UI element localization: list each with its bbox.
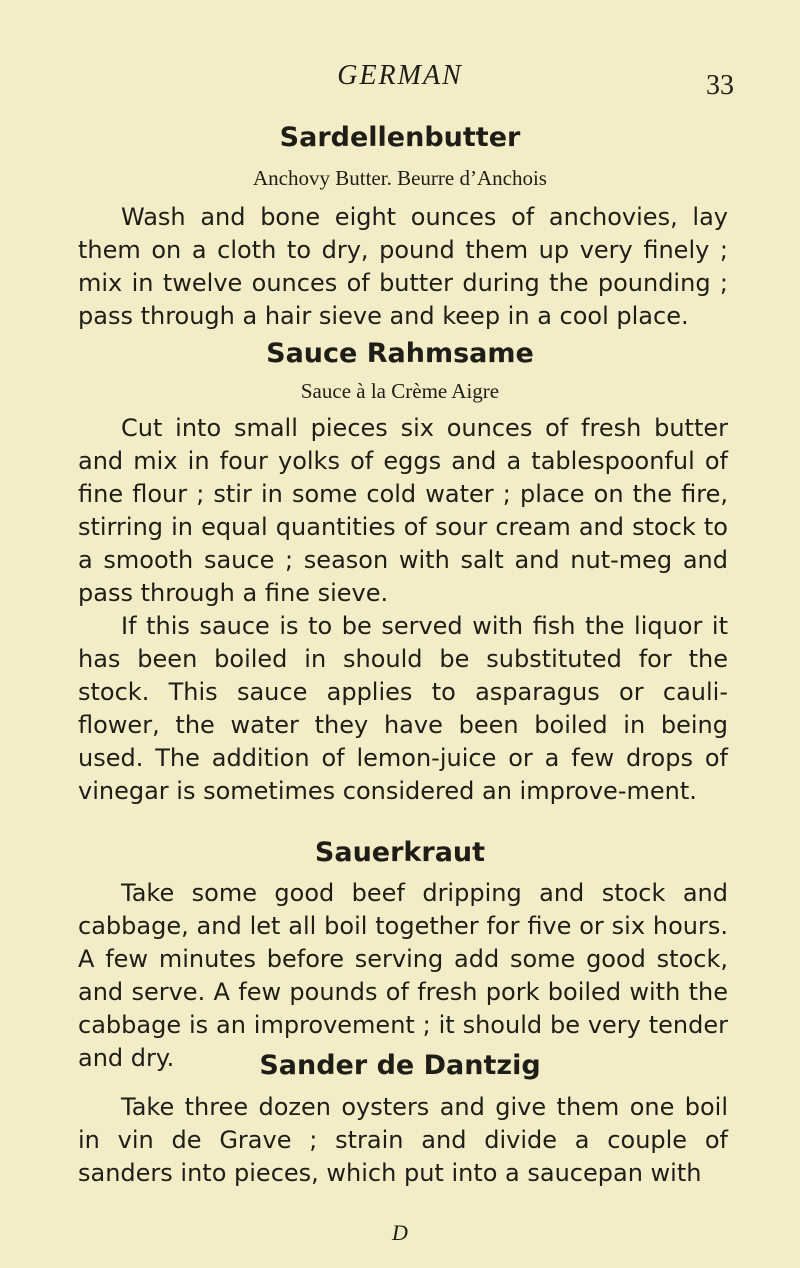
recipe-subtitle-sardellenbutter: Anchovy Butter. Beurre d’Anchois: [253, 166, 547, 190]
recipe-title-sardellenbutter: Sardellenbutter: [279, 122, 521, 153]
recipe-paragraph-sauerkraut: Take some good beef dripping and stock and cabbage, and let all boil together for five or six hours. A few minutes before serving add some good stock, and serve. A few pounds of fresh pork boiled with the cabbage is an improvement ; it should be very tender and dry.: [78, 879, 728, 1072]
recipe-title-sander-de-dantzig: Sander de Dantzig: [259, 1050, 541, 1081]
page-number: 33: [706, 70, 734, 101]
running-head: GERMAN: [337, 60, 463, 91]
signature-mark: D: [392, 1220, 408, 1245]
recipe-paragraph-sander-de-dantzig: Take three dozen oysters and give them one boil in vin de Grave ; strain and divide a couple of sanders into pieces, which put into a saucepan with: [78, 1093, 728, 1187]
recipe-paragraph-sauce-rahmsame-2: If this sauce is to be served with fish the liquor it has been boiled in should be substituted for the stock. This sauce applies to asparagus or cauli-flower, the water they have been boiled in being used. The addition of lemon-juice or a few drops of vinegar is sometimes considered an improve-ment.: [78, 612, 728, 805]
recipe-title-sauce-rahmsame: Sauce Rahmsame: [266, 338, 534, 369]
recipe-title-sauerkraut: Sauerkraut: [314, 837, 486, 868]
recipe-paragraph-sardellenbutter: Wash and bone eight ounces of anchovies, lay them on a cloth to dry, pound them up very finely ; mix in twelve ounces of butter during the pounding ; pass through a hair sieve and keep in a cool place.: [78, 203, 728, 330]
recipe-paragraph-sauce-rahmsame-1: Cut into small pieces six ounces of fresh butter and mix in four yolks of eggs and a tablespoonful of fine flour ; stir in some cold water ; place on the fire, stirring in equal quantities of sour cream and stock to a smooth sauce ; season with salt and nut-meg and pass through a fine sieve.: [78, 414, 728, 607]
recipe-subtitle-sauce-rahmsame: Sauce à la Crème Aigre: [300, 379, 500, 403]
